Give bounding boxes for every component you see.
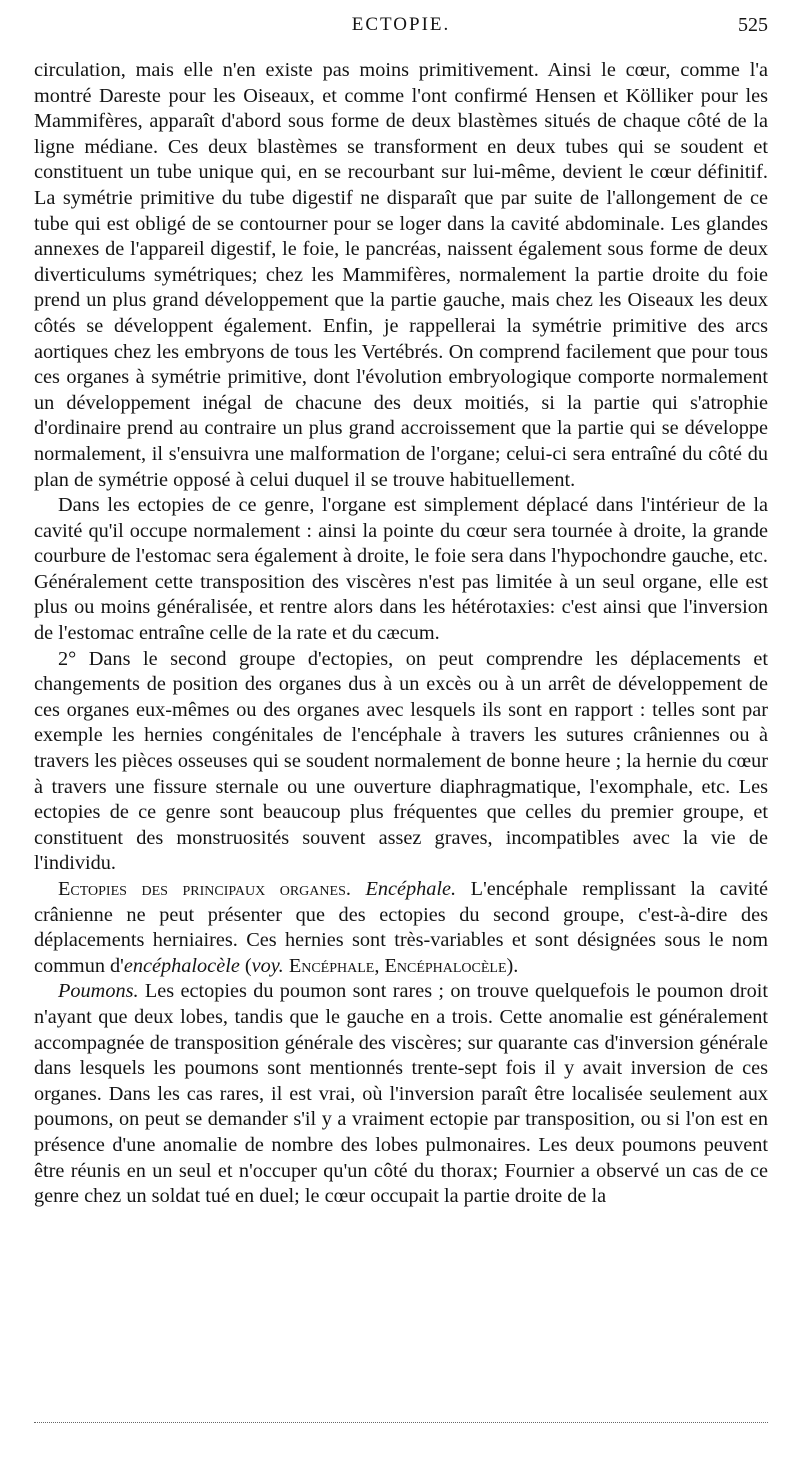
cross-reference-encephale: Encéphale (288, 954, 375, 977)
footer-dotted-rule (34, 1422, 768, 1423)
paragraph-premier-groupe: Dans les ectopies de ce genre, l'organe est simplement déplacé dans l'intérieur de la cavité qu'il occupe normalement : ainsi la pointe du cœur sera tournée à droite, la grande courbure de l'estomac sera également à droite, le foie sera dans l'hypochondre gauche, etc. Généralement cette transposition des viscères n'est pas limitée à un seul organe, elle est plus ou moins généralisée, et rentre alors dans les hétérotaxies: c'est ainsi que l'inversion de l'estomac entraîne celle de la rate et du cæcum. (34, 494, 768, 645)
encephale-text: L'encéphale remplissant la cavité crânienne ne peut présenter que des ectopies du second groupe, c'est-à-dire des déplacements herniaires. Ces hernies sont très-variables et sont désignées sous le nom commun d' (34, 878, 768, 977)
body-text (34, 58, 768, 1210)
page-header (34, 14, 768, 42)
paragraph-symetrie: circulation, mais elle n'en existe pas moins primitivement. Ainsi le cœur, comme l'a montré Dareste pour les Oiseaux, et comme l'ont confirmé Hensen et Kölliker pour les Mammifères, apparaît d'abord sous forme de deux blastèmes situés de chaque côté de la ligne médiane. Ces deux blastèmes se transforment en deux tubes qui se soudent et constituent un tube unique qui, en se recourbant sur lui-même, devient le cœur définitif. La symétrie primitive du tube digestif ne disparaît que par suite de l'allongement de ce tube qui est obligé de se contourner pour se loger dans la cavité abdominale. Les glandes annexes de l'appareil digestif, le foie, le pancréas, naissent également sous forme de deux diverticulums symétriques; chez les Mammifères, normalement la partie droite du foie prend un plus grand développement que la partie gauche, mais chez les Oiseaux les deux côtés se développent également. Enfin, je rappellerai la symétrie primitive des arcs aortiques chez les embryons de tous les Vertébrés. On comprend facilement que pour tous ces organes à symétrie primitive, dont l'évolution embryologique comporte normalement un développement inégal de chacune des deux moitiés, si la partie qui s'atrophie d'ordinaire prend au contraire un plus grand accroissement que la partie qui se développe normalement, il s'ensuivra une malformation de l'organe; celui-ci sera entraîné du côté du plan de symétrie opposé à celui duquel il se trouve habituellement. (34, 59, 768, 491)
term-encephalocele: encéphalocèle (123, 954, 240, 977)
term-poumons: Poumons. (58, 980, 139, 1003)
voy-abbreviation: voy. (251, 954, 284, 977)
paragraph-encephale (34, 877, 768, 979)
page-number: 525 (738, 14, 768, 36)
ref-separator: , (374, 954, 385, 977)
term-encephale: Encéphale. (365, 878, 457, 900)
section-heading: Ectopies des principaux organes. (58, 878, 351, 900)
running-title: ECTOPIE. (351, 14, 451, 35)
encephale-text-mid: ( (239, 954, 252, 977)
encephale-text-end: ). (506, 954, 519, 977)
cross-reference-encephalocele: Encéphalocèle (384, 954, 507, 977)
paragraph-second-groupe: 2° Dans le second groupe d'ectopies, on peut comprendre les déplacements et changements de position des organes dus à un excès ou à un arrêt de développement de ces organes eux-mêmes ou des organes avec lesquels ils sont en rapport : telles sont par exemple les hernies congénitales de l'encéphale à travers les sutures crâniennes ou à travers les pièces osseuses qui se soudent normalement de bonne heure ; la hernie du cœur à travers une fissure sternale ou une ouverture diaphragmatique, l'exomphale, etc. Les ectopies de ce genre sont beaucoup plus fréquentes que celles du premier groupe, et constituent des monstruosités souvent assez graves, incompatibles avec la vie de l'individu. (34, 647, 768, 875)
poumons-text: Les ectopies du poumon sont rares ; on trouve quelquefois le poumon droit n'ayant que deux lobes, tandis que le gauche en a trois. Cette anomalie est généralement accompagnée de transposition générale des viscères; sur quarante cas d'inversion générale dans lesquels les poumons sont mentionnés trente-sept fois il y avait inversion de ces organes. Dans les cas rares, il est vrai, où l'inversion paraît être localisée seulement aux poumons, on peut se demander s'il y a vraiment ectopie par transposition, ou si l'on est en présence d'une anomalie de nombre des lobes pulmonaires. Les deux poumons peuvent être réunis en un seul et n'occuper qu'un côté du thorax; Fournier a observé un cas de ce genre chez un soldat tué en duel; le cœur occupait la partie droite de la (34, 980, 768, 1208)
paragraph-poumons (34, 979, 768, 1209)
